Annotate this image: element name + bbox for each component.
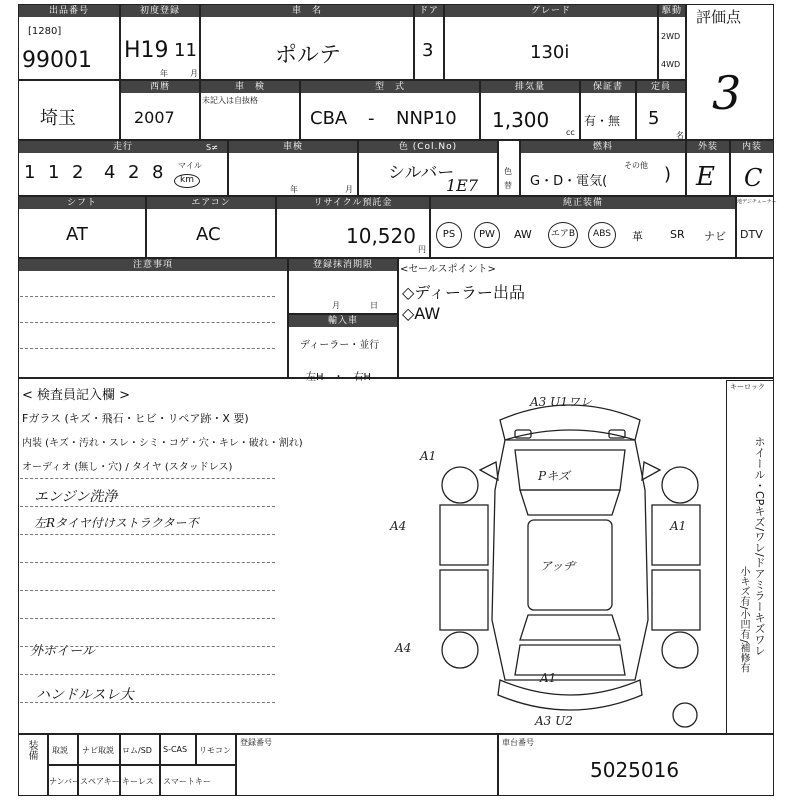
score-label: 評価点 (696, 8, 742, 26)
regdate-day: 日 (370, 301, 378, 310)
mileage-d5: 8 (152, 162, 164, 183)
equip-airbag: エアB (548, 222, 578, 248)
mileage-d1: 1 (48, 162, 60, 183)
cc-label: 排気量 (481, 81, 579, 93)
equip-aw: AW (514, 228, 532, 241)
notes-line-2 (20, 322, 275, 323)
reg-month: 11 (174, 40, 197, 61)
mileage-d4: 2 (128, 162, 140, 183)
fuel-other: その他 (624, 161, 648, 170)
door-count: 3 (422, 40, 434, 61)
dtv-label: 地デジチューナー (737, 199, 777, 205)
mark-hood: Pキズ (538, 469, 570, 483)
inspector-line3: オーディオ (無し・穴) / タイヤ (スタッドレス) (22, 462, 233, 473)
fuel-value: G・D・電気( (530, 174, 608, 189)
mark-right-door: A1 (670, 519, 687, 533)
opt-top-0: 取説 (52, 746, 68, 755)
keylock-label: キーロック (730, 383, 765, 391)
fuel-label: 燃料 (521, 141, 685, 153)
opt-top-4: リモコン (199, 746, 231, 755)
insp-month: 月 (345, 185, 353, 194)
recycle-label: リサイクル預託金 (277, 197, 429, 209)
regdate-month: 月 (332, 301, 340, 310)
insp-line-e (20, 590, 275, 591)
sales-point-1: ◇ディーラー出品 (402, 283, 526, 302)
equip-leather: 革 (632, 230, 643, 243)
reg-era: H19 (124, 38, 169, 63)
dtv-cell (736, 196, 774, 258)
inspect-label: 車 検 (201, 81, 299, 93)
insp-line-i (20, 702, 275, 703)
model-dash: - (368, 108, 375, 129)
fuel-close: ) (664, 164, 672, 185)
regdate-label: 登録抹消期限 (289, 259, 397, 271)
insp-line-a (20, 478, 275, 479)
reg-year-unit: 年 (160, 69, 168, 78)
mark-rear-bumper: A3 U2 (535, 714, 573, 728)
mark-left-door: A4 (390, 519, 407, 533)
sales-point-2: ◇AW (402, 304, 441, 323)
color-value: シルバー (388, 163, 455, 183)
notes-line-1 (20, 296, 275, 297)
inspector-note-2: 左Rタイヤ付けストラクター不 (34, 516, 199, 530)
capacity-unit: 名 (676, 131, 684, 140)
warranty-label: 保証書 (581, 81, 635, 93)
opt-bottom-2: キーレス (122, 777, 154, 786)
right-sub-text: 小キズ有/小凹有/補修有 (738, 566, 749, 673)
mark-front-bumper: A3 U1ワレ (530, 395, 592, 409)
import-hand: 左H ・ 右H (306, 372, 372, 383)
ac-value: AC (196, 224, 221, 245)
inspector-note-3: 外ホイール (30, 644, 95, 659)
chassis-number: 5025016 (590, 758, 680, 782)
equip-abs: ABS (588, 222, 616, 248)
capacity-label: 定員 (637, 81, 685, 93)
cc-value: 1,300 (492, 108, 550, 132)
opt-bottom-3: スマートキー (163, 777, 211, 786)
opt-top-3: S-CAS (163, 745, 188, 754)
right-vertical-text: ホイール・CPキズ/ワレ/ドアミラーキズワレ (753, 436, 766, 656)
lot-number: 99001 (22, 48, 92, 73)
mark-trunk: A1 (540, 671, 557, 685)
keylock-strip (726, 380, 774, 734)
equip-navi: ナビ (704, 230, 726, 243)
mileage-d3: 4 (104, 162, 116, 183)
shift-label: シフト (19, 197, 145, 209)
insp-line-d (20, 562, 275, 563)
drive-4wd: 4WD (661, 60, 681, 69)
inspector-line2: 内装 (キズ・汚れ・スレ・シミ・コゲ・穴・キレ・破れ・割れ) (22, 438, 303, 449)
lot-label: 出品番号 (19, 5, 119, 17)
reg-no-cell (236, 734, 498, 796)
capacity-value: 5 (648, 108, 660, 129)
reg-label: 初度登録 (121, 5, 199, 17)
opt-bottom-1: スペアキー (80, 777, 120, 786)
opt-bottom-0: ナンバー (49, 777, 81, 786)
score-value: 3 (712, 66, 742, 120)
equip-label: 純正装備 (431, 197, 735, 209)
inspector-note-1: エンジン洗浄 (34, 489, 118, 505)
mileage-d2: 2 (72, 162, 84, 183)
sales-cell (398, 258, 774, 378)
reg-no-label: 登録番号 (240, 738, 272, 747)
warranty-value: 有・無 (584, 114, 621, 128)
ext-value: E (696, 162, 715, 192)
mark-left-rear: A4 (395, 641, 412, 655)
name-label: 車 名 (201, 5, 413, 17)
reg-month-unit: 月 (190, 69, 198, 78)
km-circle: km (174, 174, 200, 188)
insp-label: 車検 (229, 141, 357, 153)
insp-line-g (20, 646, 275, 647)
sales-label: <セールスポイント> (400, 264, 496, 275)
dtv-value: DTV (740, 228, 763, 241)
insp-line-b (20, 506, 275, 507)
notes-label: 注意事項 (19, 259, 287, 271)
color-code: 1E7 (446, 176, 479, 195)
mark-left-front: A1 (420, 449, 437, 463)
insp-line-h (20, 674, 275, 675)
inspector-line1: Fガラス (キズ・飛石・ヒビ・リペア跡・X 要) (22, 412, 249, 425)
cc-unit: cc (566, 128, 575, 137)
notes-line-3 (20, 348, 275, 349)
int-value: C (744, 164, 763, 192)
drive-2wd: 2WD (661, 32, 681, 41)
lot-sub: [1280] (28, 26, 62, 37)
meter-label: S≠ (206, 143, 218, 152)
grade-label: グレード (445, 5, 657, 17)
prefecture: 埼玉 (40, 108, 76, 129)
equip-sr: SR (670, 228, 685, 241)
recycle-unit: 円 (418, 245, 426, 254)
opt-label: 装備 (26, 740, 37, 760)
opt-top-1: ナビ取説 (82, 746, 114, 755)
mileage-d0: 1 (24, 162, 36, 183)
inspector-note-4: ハンドルスレ大 (36, 687, 134, 703)
model-prefix: CBA (310, 108, 348, 129)
insp-line-f (20, 618, 275, 619)
opt-top-2: ロム/SD (122, 746, 152, 755)
import-type: ディーラー・並行 (300, 340, 380, 351)
grade-value: 130i (530, 42, 570, 63)
color-change-1: 色 (504, 167, 512, 176)
drive-label: 駆動 (659, 5, 685, 17)
year-value: 2007 (134, 108, 175, 127)
insp-line-c (20, 534, 275, 535)
model-code: NNP10 (396, 108, 457, 129)
mileage-label: 走行 (19, 141, 227, 153)
model-label: 型 式 (301, 81, 479, 93)
mile-label: マイル (178, 161, 202, 170)
ext-label: 外装 (687, 141, 729, 153)
car-diagram (390, 390, 720, 730)
inspector-title: < 検査員記入欄 > (22, 388, 131, 403)
equip-pw: PW (474, 222, 500, 248)
inspect-note: 未記入は自抜格 (202, 96, 258, 105)
notes-cell (18, 258, 288, 378)
car-name: ポルテ (275, 43, 342, 68)
import-label: 輸入車 (289, 315, 397, 327)
equip-ps: PS (436, 222, 462, 248)
color-change-2: 替 (504, 181, 512, 190)
chassis-label: 車台番号 (502, 738, 534, 747)
ac-label: エアコン (147, 197, 275, 209)
door-label: ドア (415, 5, 443, 17)
recycle-value: 10,520 (346, 224, 416, 248)
mark-roof: アッヂ (540, 559, 576, 573)
insp-year: 年 (290, 185, 298, 194)
year-label: 西暦 (121, 81, 199, 93)
shift-value: AT (66, 224, 88, 245)
int-label: 内装 (731, 141, 773, 153)
color-label: 色 (Col.No) (359, 141, 497, 153)
